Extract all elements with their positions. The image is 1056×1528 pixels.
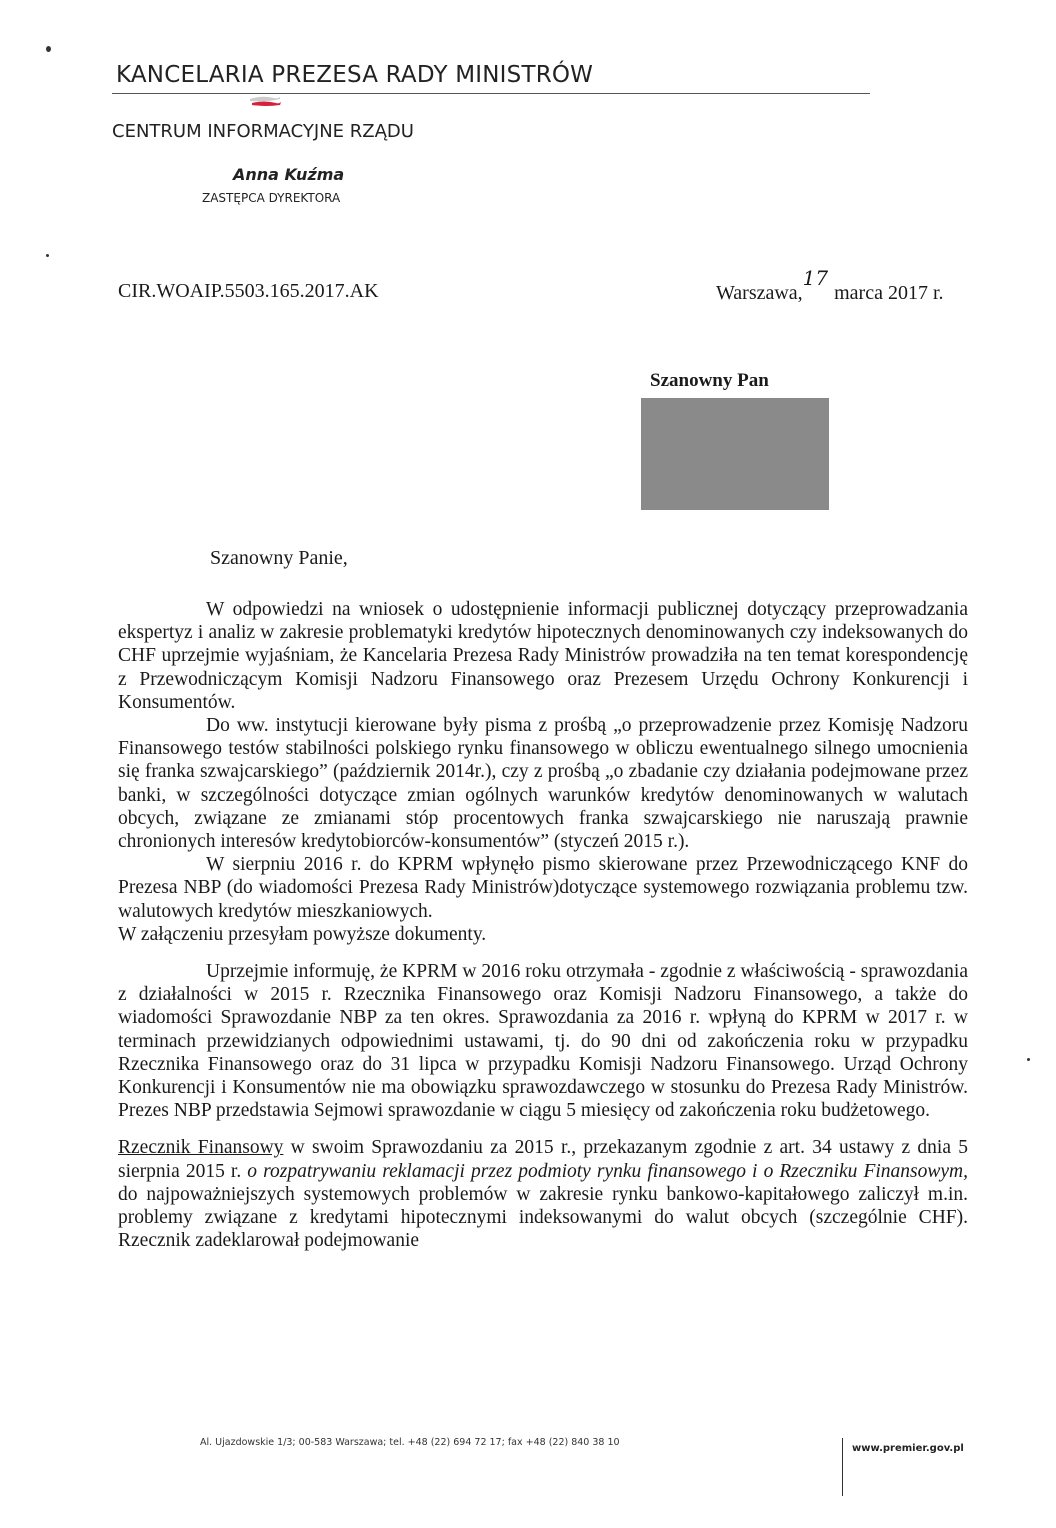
body-paragraph-1: W odpowiedzi na wniosek o udostępnienie informacji publicznej dotyczący przeprowadzania ekspertyz i analiz w zakresie problematyki kredytów hipotecznych denominowanych czy indeksowanych do CHF uprzejmie wyjaśniam, że Kancelaria Prezesa Rady Ministrów prowadziła na ten temat korespondencję z Przewodniczącym Komisji Nadzoru Finansowego oraz Prezesem Urzędu Ochrony Konkurencji i Konsumentów. [118,599,968,713]
reference-number: CIR.WOAIP.5503.165.2017.AK [118,280,379,302]
redacted-address-block [641,398,829,510]
scan-speck [46,46,51,52]
date-suffix: marca 2017 r. [834,282,944,304]
addressee-salutation: Szanowny Pan [650,370,769,391]
body-paragraph-4: W załączeniu przesyłam powyższe dokumenty. [118,923,487,945]
footer-divider [842,1438,843,1496]
date-prefix: Warszawa, [716,282,803,304]
footer-website: www.premier.gov.pl [852,1443,964,1454]
header-rule [112,93,870,94]
scan-speck [1027,1058,1030,1061]
p6-text-a: w swoim Sprawozdaniu za 2015 r., przekazanym zgodnie z art. 34 ustawy z dnia 5 sierpnia 2015 r. [118,1137,968,1182]
department-name: CENTRUM INFORMACYJNE RZĄDU [112,121,414,142]
greeting: Szanowny Panie, [210,547,348,569]
footer-address: Al. Ujazdowskie 1/3; 00-583 Warszawa; tel. +48 (22) 694 72 17; fax +48 (22) 840 38 10 [200,1437,620,1448]
body-paragraph-3: W sierpniu 2016 r. do KPRM wpłynęło pismo skierowane przez Przewodniczącego KNF do Prezesa NBP (do wiadomości Prezesa Rady Ministrów)dotyczące systemowego rozwiązania problemu tzw. walutowych kredytów mieszkaniowych. [118,854,968,922]
body-paragraph-6 [118,1136,968,1252]
body-paragraph-5: Uprzejmie informuję, że KPRM w 2016 roku otrzymała - zgodnie z właściwością - sprawozdania z działalności w 2015 r. Rzecznika Finansowego oraz Komisji Nadzoru Finansowego, a także do wiadomości Sprawozdanie NBP za ten okres. Sprawozdania za 2016 r. wpłyną do KPRM w 2017 r. w terminach przewidzianych odpowiednimi ustawami, tj. do 90 dni od zakończenia roku w przypadku Rzecznika Finansowego oraz do 31 lipca w przypadku Komisji Nadzoru Finansowego. Urząd Ochrony Konkurencji i Konsumentów nie ma obowiązku sprawozdawczego w stosunku do Prezesa Rady Ministrów. Prezes NBP przedstawia Sejmowi sprawozdanie w ciągu 5 miesięcy od zakończenia roku budżetowego. [118,961,968,1122]
rzecznik-finansowy-underlined: Rzecznik Finansowy [118,1137,284,1159]
organization-name: KANCELARIA PREZESA RADY MINISTRÓW [116,62,594,88]
date-line [716,266,944,305]
handwritten-day: 17 [802,266,829,290]
scan-speck [46,254,49,257]
p6-act-title: o rozpatrywaniu reklamacji przez podmioty rynku finansowego i o Rzeczniku Finansowym, [247,1160,968,1182]
official-title: ZASTĘPCA DYREKTORA [202,191,341,205]
polish-flag-logo [248,94,282,108]
official-name: Anna Kuźma [233,165,345,184]
body-paragraph-2: Do ww. instytucji kierowane były pisma z prośbą „o przeprowadzenie przez Komisję Nadzoru Finansowego testów stabilności polskiego rynku finansowego w obliczu ewentualnego silnego umocnienia się franka szwajcarskiego” (październik 2014r.), czy z prośbą „o zbadanie czy działania podejmowane przez banki, w szczególności dotyczące zmian ogólnych warunków kredytów denominowanych w walutach obcych, związane ze zmianami stóp procentowych franka szwajcarskiego nie naruszają prawnie chronionych interesów kredytobiorców-konsumentów” (styczeń 2015 r.). [118,715,968,853]
letter-body [118,598,968,1252]
p6-text-b: do najpoważniejszych systemowych problemów w zakresie rynku bankowo-kapitałowego zaliczył m.in. problemy związane z kredytami hipotecznymi indeksowanymi do walut obcych (szczególnie CHF). Rzecznik zadeklarował podejmowanie [118,1183,968,1252]
